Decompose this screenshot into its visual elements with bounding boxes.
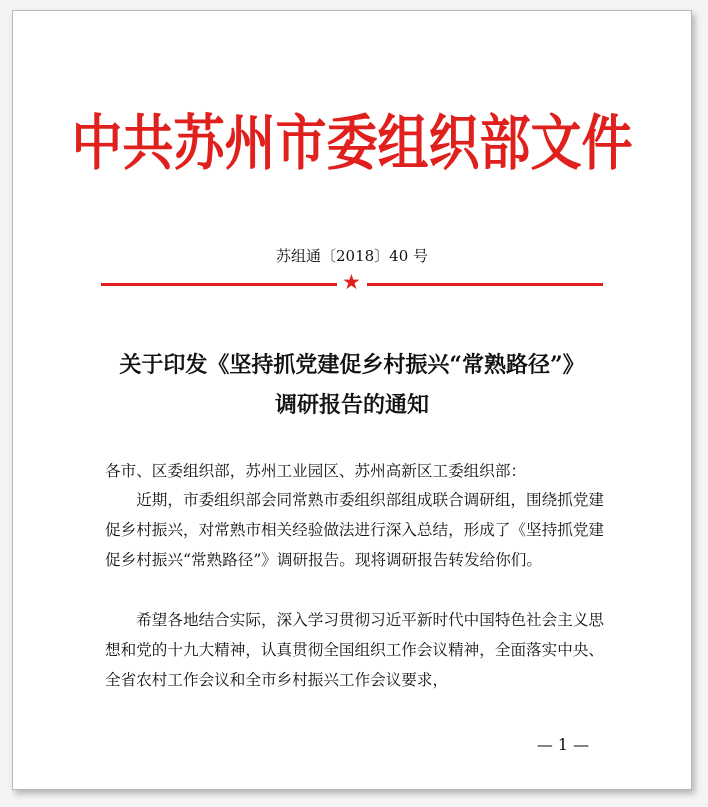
body-paragraph-1: 近期，市委组织部会同常熟市委组织部组成联合调研组，围绕抓党建促乡村振兴，对常熟市相关经验做法进行深入总结，形成了《坚持抓党建促乡村振兴“常熟路径”》调研报告。现将调研报告转发给你们。: [105, 491, 605, 569]
salutation: 各市、区委组织部，苏州工业园区、苏州高新区工委组织部：: [105, 462, 527, 480]
notice-title-line1: 关于印发《坚持抓党建促乡村振兴“常熟路径”》: [119, 352, 585, 378]
page-number: — 1 —: [536, 735, 590, 754]
red-rule-right: [367, 283, 603, 286]
star-icon: ★: [342, 270, 361, 294]
notice-title-line2: 调研报告的通知: [274, 392, 429, 418]
document-page: [12, 10, 692, 790]
masthead-title: 中共苏州市委组织部文件: [71, 108, 633, 180]
red-rule-left: [101, 283, 337, 286]
document-number: 苏组通〔2018〕40 号: [275, 247, 429, 265]
body-paragraph-2: 希望各地结合实际，深入学习贯彻习近平新时代中国特色社会主义思想和党的十九大精神，认真贯彻全国组织工作会议精神，全面落实中央、全省农村工作会议和全市乡村振兴工作会议要求，: [105, 611, 605, 689]
